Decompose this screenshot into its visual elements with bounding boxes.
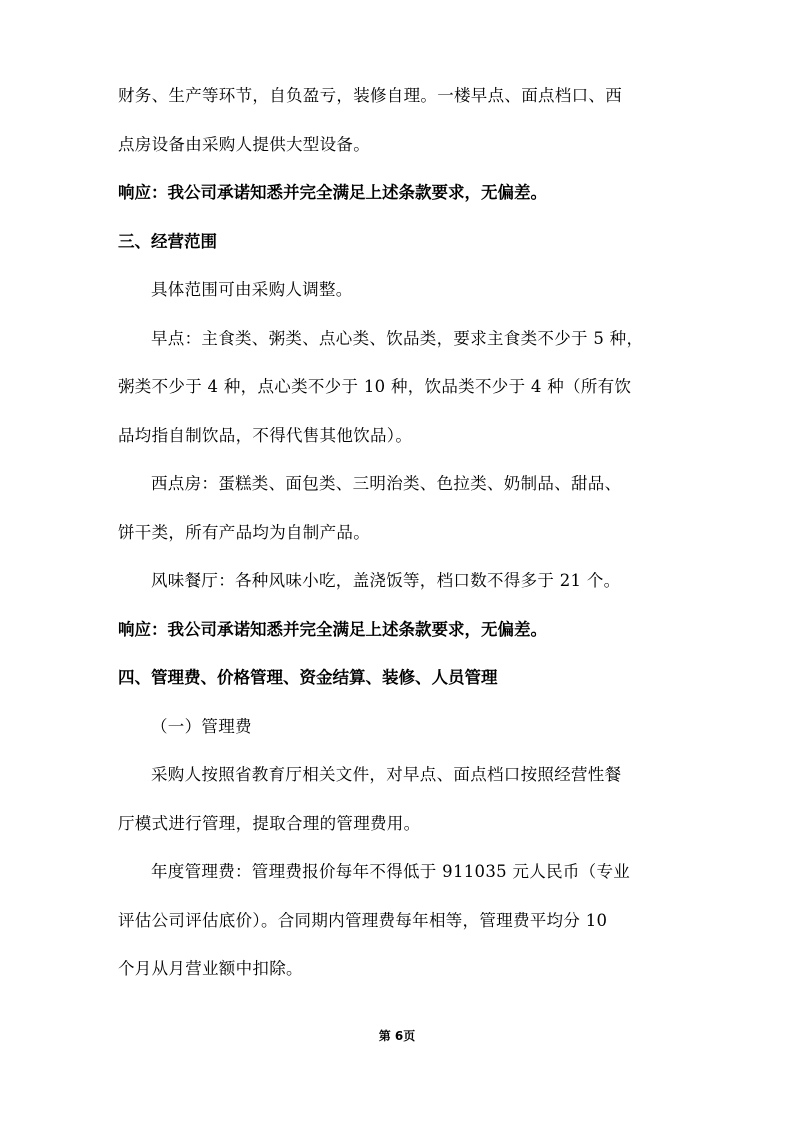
response-statement: 响应：我公司承诺知悉并完全满足上述条款要求，无偏差。 bbox=[118, 183, 547, 202]
body-text-line: 评估公司评估底价）。合同期内管理费每年相等，管理费平均分 10 bbox=[118, 910, 608, 930]
response-statement: 响应：我公司承诺知悉并完全满足上述条款要求，无偏差。 bbox=[118, 619, 547, 639]
document-page bbox=[118, 72, 678, 994]
body-text-line: 采购人按照省教育厅相关文件，对早点、面点档口按照经营性餐 bbox=[151, 765, 622, 784]
body-text-line: 年度管理费：管理费报价每年不得低于 911035 元人民币（专业 bbox=[151, 862, 631, 881]
body-text-line: 点房设备由采购人提供大型设备。 bbox=[118, 134, 370, 154]
body-text-line: 品均指自制饮品，不得代售其他饮品）。 bbox=[118, 425, 413, 445]
subsection-heading-management-fee: （一）管理费 bbox=[151, 716, 252, 736]
body-text-line: 具体范围可由采购人调整。 bbox=[151, 280, 353, 299]
body-text-line: 风味餐厅：各种风味小吃，盖浇饭等，档口数不得多于 21 个。 bbox=[151, 571, 621, 590]
body-text-line: 饼干类，所有产品均为自制产品。 bbox=[118, 522, 370, 542]
body-text-line: 西点房：蛋糕类、面包类、三明治类、色拉类、奶制品、甜品、 bbox=[151, 474, 622, 493]
body-text-line: 粥类不少于 4 种，点心类不少于 10 种，饮品类不少于 4 种（所有饮 bbox=[118, 377, 632, 396]
body-text-line: 厅模式进行管理，提取合理的管理费用。 bbox=[118, 813, 421, 833]
body-text-line: 早点：主食类、粥类、点心类、饮品类，要求主食类不少于 5 种， bbox=[151, 328, 644, 348]
body-text-line: 个月从月营业额中扣除。 bbox=[118, 959, 303, 978]
section-heading-business-scope: 三、经营范围 bbox=[118, 231, 217, 251]
section-heading-management: 四、管理费、价格管理、资金结算、装修、人员管理 bbox=[118, 668, 498, 687]
body-text-line: 财务、生产等环节，自负盈亏，装修自理。一楼早点、面点档口、西 bbox=[118, 86, 622, 105]
page-number: 第 6页 bbox=[378, 1029, 416, 1043]
